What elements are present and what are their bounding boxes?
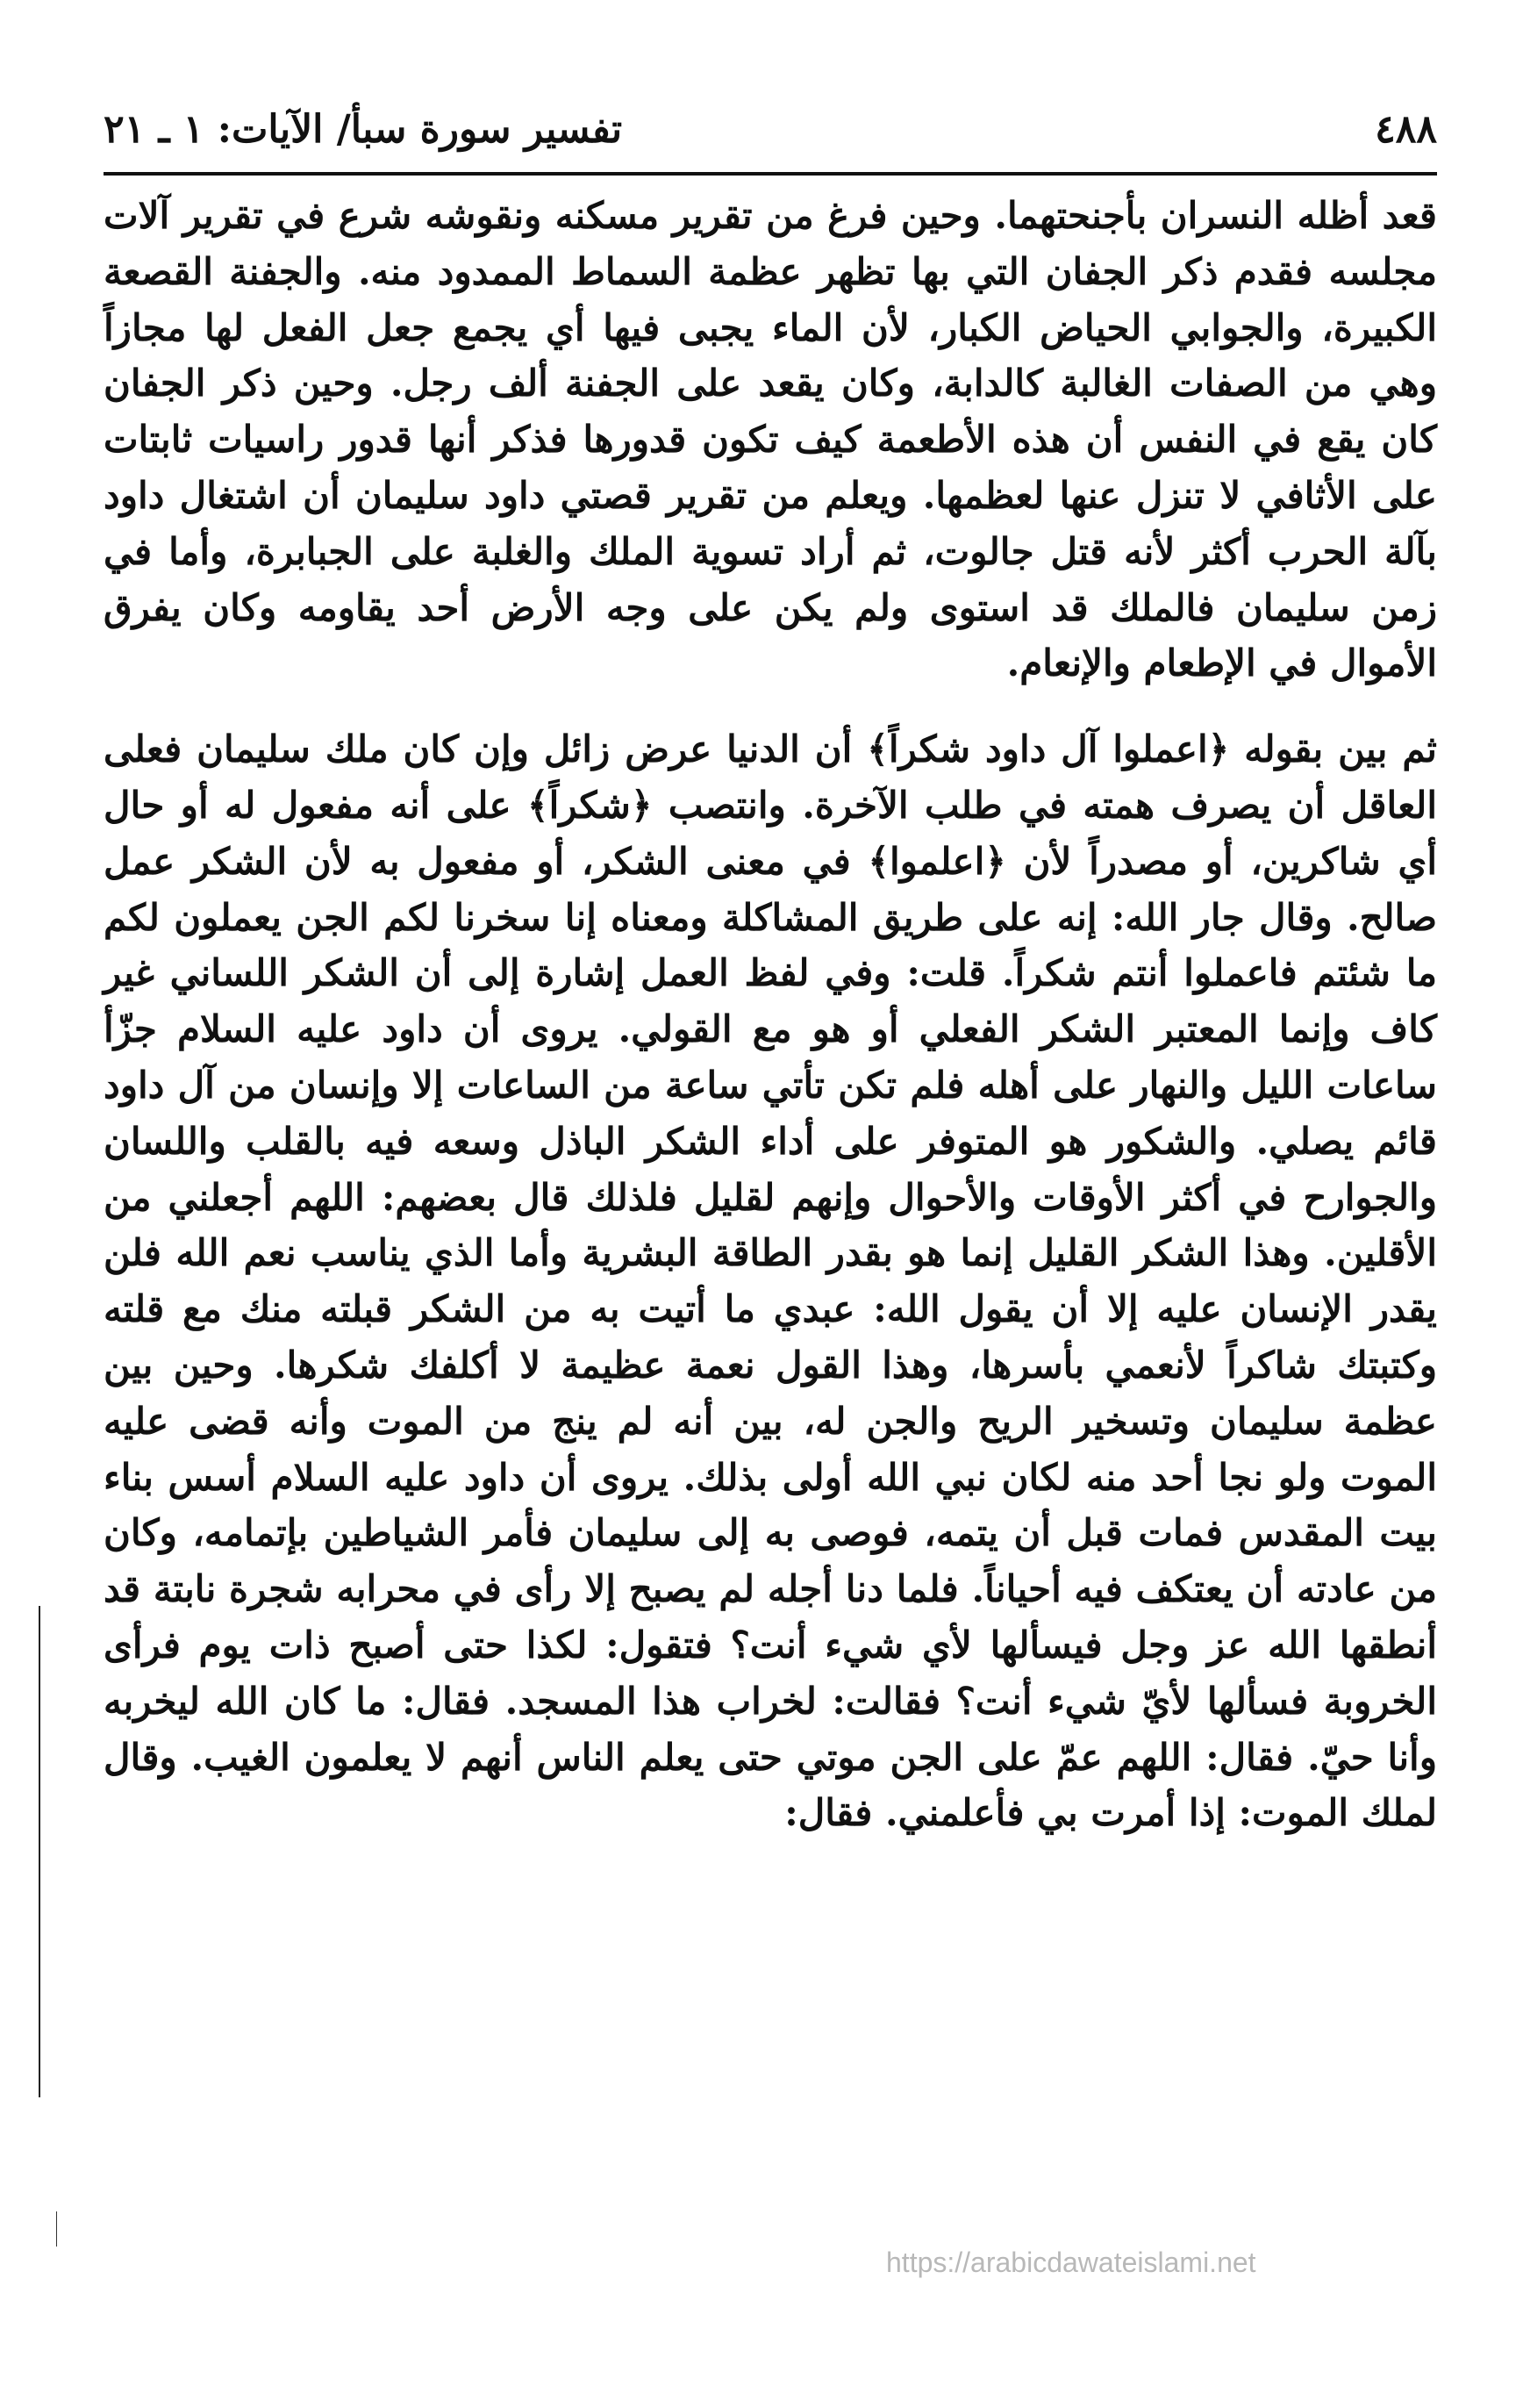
page-header [104,104,1437,165]
page-number: ٤٨٨ [1375,107,1437,152]
paragraph: قعد أظله النسران بأجنحتهما. وحين فرغ من تقرير مسكنه ونقوشه شرع في تقرير آلات مجلسه فقدم ذكر الجفان التي بها تظهر عظمة السماط الممدود منه. والجفنة القصعة الكبيرة، والجوابي الحياض الكبار، لأن الماء يجبى فيها أي يجمع جعل الفعل لها مجازاً وهي من الصفات الغالبة كالدابة، وكان يقعد على الجفنة ألف رجل. وحين ذكر الجفان كان يقع في النفس أن هذه الأطعمة كيف تكون قدورها فذكر أنها قدور راسيات ثابتات على الأثافي لا تنزل عنها لعظمها. ويعلم من تقرير قصتي داود سليمان أن اشتغال داود بآلة الحرب أكثر لأنه قتل جالوت، ثم أراد تسوية الملك والغلبة على الجبابرة، وأما في زمن سليمان فالملك قد استوى ولم يكن على وجه الأرض أحد يقاومه وكان يفرق الأموال في الإطعام والإنعام. [104,194,1437,685]
watermark-url: https://arabicdawateislami.net [886,2247,1256,2278]
running-title: تفسير سورة سبأ/ الآيات: ١ ـ ٢١ [104,107,623,152]
margin-mark [56,2211,57,2247]
header-divider [104,172,1437,176]
paragraph: ثم بين بقوله ﴿اعملوا آل داود شكراً﴾ أن الدنيا عرض زائل وإن كان ملك سليمان فعلى العاقل أن يصرف همته في طلب الآخرة. وانتصب ﴿شكراً﴾ على أنه مفعول له أو حال أي شاكرين، أو مصدراً لأن ﴿اعلموا﴾ في معنى الشكر، أو مفعول به لأن الشكر عمل صالح. وقال جار الله: إنه على طريق المشاكلة ومعناه إنا سخرنا لكم الجن يعملون لكم ما شئتم فاعملوا أنتم شكراً. قلت: وفي لفظ العمل إشارة إلى أن الشكر اللساني غير كاف وإنما المعتبر الشكر الفعلي أو هو مع القولي. يروى أن داود عليه السلام جزّأ ساعات الليل والنهار على أهله فلم تكن تأتي ساعة من الساعات إلا وإنسان من آل داود قائم يصلي. والشكور هو المتوفر على أداء الشكر الباذل وسعه فيه بالقلب واللسان والجوارح في أكثر الأوقات والأحوال وإنهم لقليل فلذلك قال بعضهم: اللهم أجعلني من الأقلين. وهذا الشكر القليل إنما هو بقدر الطاقة البشرية وأما الذي يناسب نعم الله فلن يقدر الإنسان عليه إلا أن يقول الله: عبدي ما أتيت به من الشكر قبلته منك مع قلته وكتبتك شاكراً لأنعمي بأسرها، وهذا القول نعمة عظيمة لا أكلفك شكرها. وحين بين عظمة سليمان وتسخير الريح والجن له، بين أنه لم ينج من الموت وأنه قضى عليه الموت ولو نجا أحد منه لكان نبي الله أولى بذلك. يروى أن داود عليه السلام أسس بناء بيت المقدس فمات قبل أن يتمه، فوصى به إلى سليمان فأمر الشياطين بإتمامه، وكان من عادته أن يعتكف فيه أحياناً. فلما دنا أجله لم يصبح إلا رأى في محرابه شجرة نابتة قد أنطقها الله عز وجل فيسألها لأي شيء أنت؟ فتقول: لكذا حتى أصبح ذات يوم فرأى الخروبة فسألها لأيّ شيء أنت؟ فقالت: لخراب هذا المسجد. فقال: ما كان الله ليخربه وأنا حيّ. فقال: اللهم عمّ على الجن موتي حتى يعلم الناس أنهم لا يعلمون الغيب. وقال لملك الموت: إذا أمرت بي فأعلمني. فقال: [104,727,1437,1835]
margin-mark [39,1606,40,2097]
body-text [104,188,1437,1841]
